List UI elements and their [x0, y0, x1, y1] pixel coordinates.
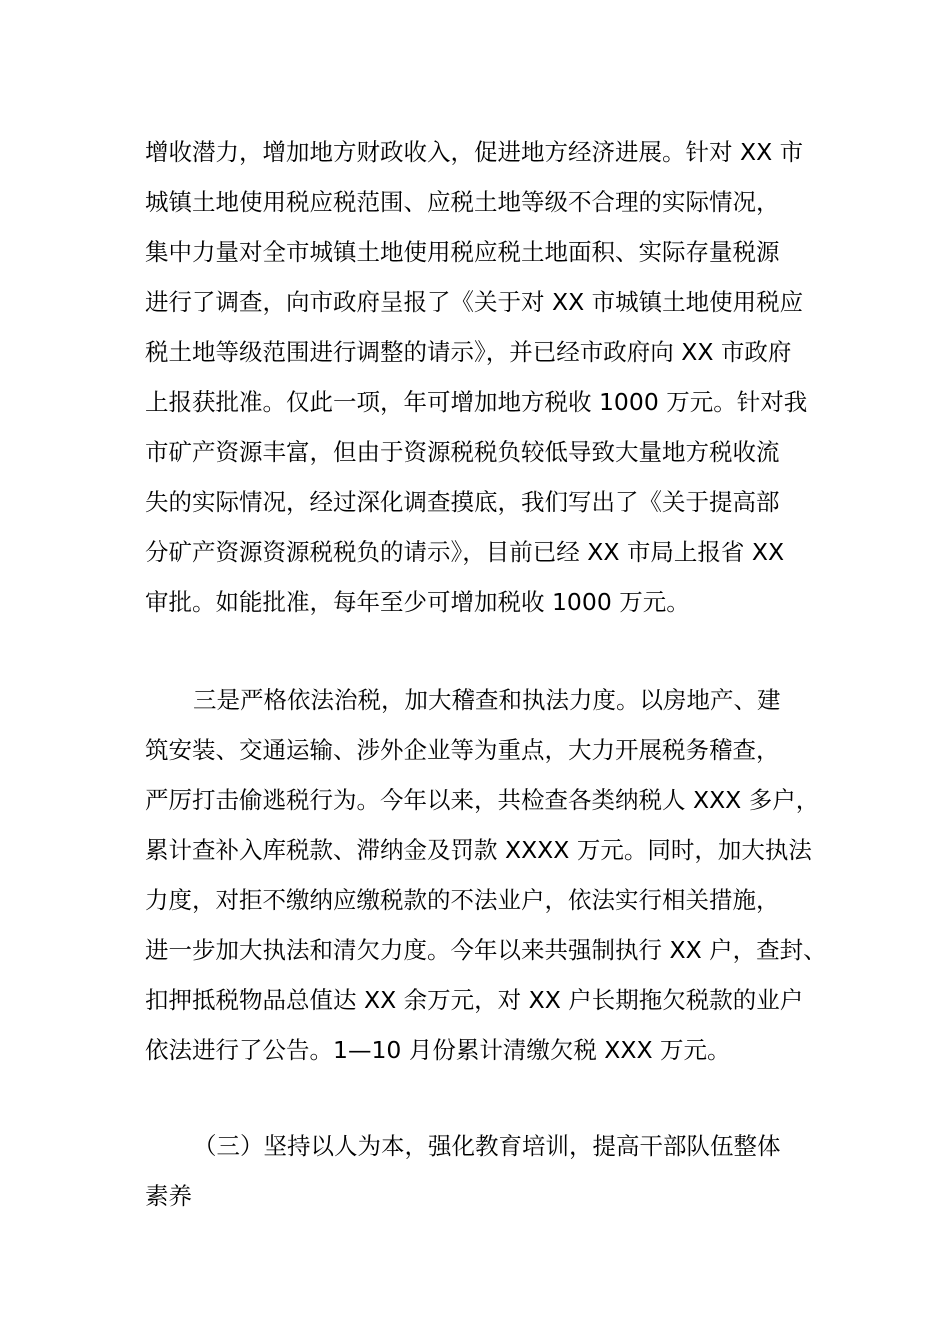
text-line: 城镇土地使用税应税范围、应税土地等级不合理的实际情况，	[145, 188, 780, 216]
text-line: 扣押抵税物品总值达 XX 余万元，对 XX 户长期拖欠税款的业户	[145, 986, 804, 1014]
text-line: 失的实际情况，经过深化调查摸底，我们写出了《关于提高部	[145, 488, 780, 516]
text-line: 税土地等级范围进行调整的请示》，并已经市政府向 XX 市政府	[145, 338, 792, 366]
text-line: 素养	[145, 1182, 192, 1210]
text-line: （三）坚持以人为本，强化教育培训，提高干部队伍整体	[193, 1132, 781, 1160]
section-heading-training	[145, 1121, 845, 1221]
text-line: 上报获批准。仅此一项，年可增加地方税收 1000 万元。针对我	[145, 388, 808, 416]
text-line: 分矿产资源资源税税负的请示》，目前已经 XX 市局上报省 XX	[145, 538, 785, 566]
paragraph-land-tax	[145, 127, 845, 627]
text-line: 增收潜力，增加地方财政收入，促进地方经济进展。针对 XX 市	[145, 138, 804, 166]
paragraph-tax-enforcement	[145, 675, 845, 1075]
text-line: 集中力量对全市城镇土地使用税应税土地面积、实际存量税源	[145, 238, 780, 266]
text-line: 累计查补入库税款、滞纳金及罚款 XXXX 万元。同时，加大执法	[145, 836, 812, 864]
text-line: 审批。如能批准，每年至少可增加税收 1000 万元。	[145, 588, 690, 616]
text-line: 市矿产资源丰富，但由于资源税税负较低导致大量地方税收流	[145, 438, 780, 466]
text-line: 依法进行了公告。1—10 月份累计清缴欠税 XXX 万元。	[145, 1036, 731, 1064]
text-line: 进一步加大执法和清欠力度。今年以来共强制执行 XX 户，查封、	[145, 936, 827, 964]
text-line: 三是严格依法治税，加大稽查和执法力度。以房地产、建	[193, 686, 781, 714]
text-line: 进行了调查，向市政府呈报了《关于对 XX 市城镇土地使用税应	[145, 288, 804, 316]
text-line: 筑安装、交通运输、涉外企业等为重点，大力开展税务稽查，	[145, 736, 780, 764]
text-line: 严厉打击偷逃税行为。今年以来，共检查各类纳税人 XXX 多户，	[145, 786, 820, 814]
text-line: 力度，对拒不缴纳应缴税款的不法业户，依法实行相关措施，	[145, 886, 780, 914]
